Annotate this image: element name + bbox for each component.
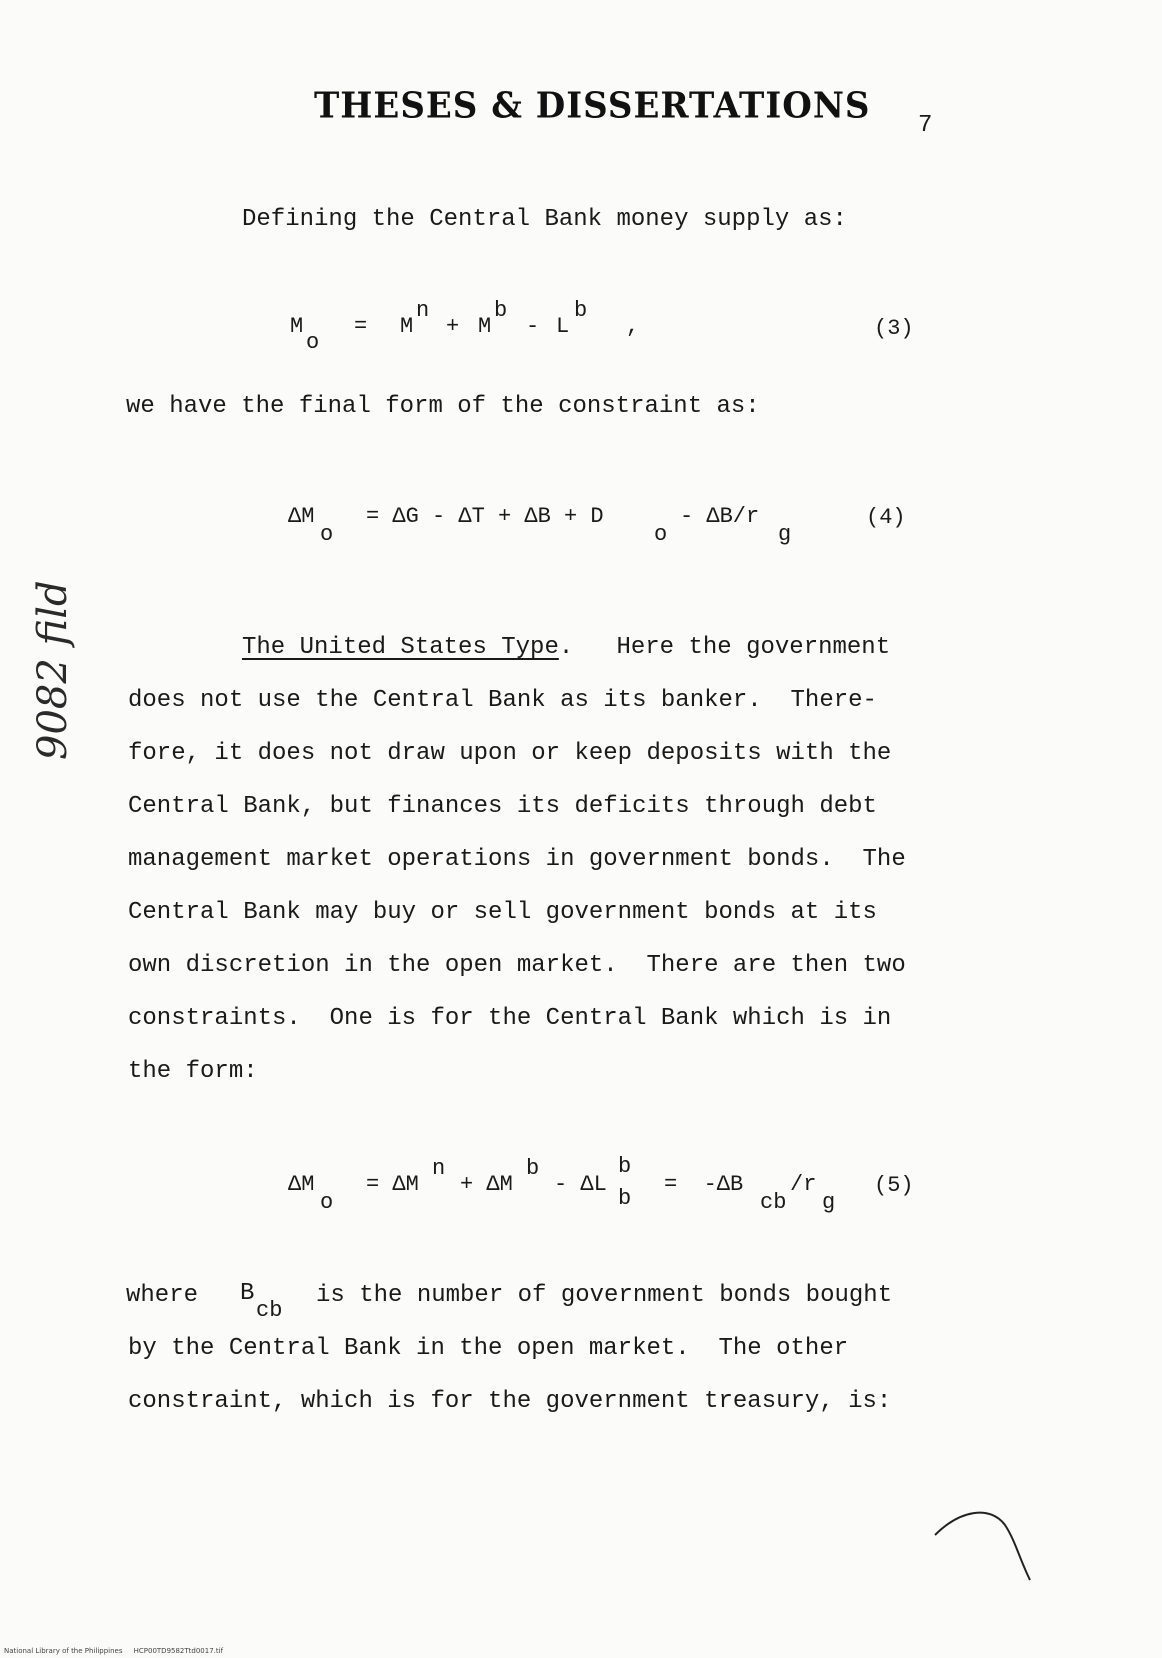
intro-text: Defining the Central Bank money supply as:: [242, 206, 847, 233]
us-line-8: the form:: [128, 1058, 258, 1085]
pen-scribble: [930, 1505, 1040, 1585]
us-type-heading: The United States Type: [242, 634, 559, 661]
eq5-p3: - ΔL: [554, 1172, 607, 1197]
us-heading-tail: . Here the government: [558, 634, 891, 661]
us-paragraph-first-line: [242, 634, 890, 661]
eq5-lhs-sub: o: [320, 1190, 334, 1215]
us-line-2: fore, it does not draw upon or keep deposits with the: [128, 740, 892, 767]
handwritten-margin-note: 9082 fild: [30, 580, 76, 760]
eq5-p5: /r: [790, 1172, 817, 1197]
eq4-lhs: ΔM: [288, 504, 315, 529]
where-line-1: by the Central Bank in the open market. The other: [128, 1335, 849, 1362]
eq3-n: n: [416, 298, 430, 323]
eq3-comma: ,: [626, 314, 640, 339]
eq4-lhs-sub: o: [320, 522, 334, 547]
page-number: 7: [918, 112, 933, 139]
us-line-3: Central Bank, but finances its deficits through debt: [128, 793, 877, 820]
eq3-Mn: M: [400, 314, 414, 339]
eq4-rhs2: - ΔB/r: [680, 504, 760, 529]
eq5-p3-sup: b: [618, 1154, 632, 1179]
eq3-minus: -: [526, 314, 540, 339]
eq5-p4: = -ΔB: [664, 1172, 744, 1197]
where-B-sub: cb: [256, 1298, 283, 1323]
eq3-L: L: [556, 314, 570, 339]
eq5-p1: = ΔM: [366, 1172, 419, 1197]
scan-footer: National Library of the Philippines HCP00TD9582Ttd0017.tif: [4, 1647, 224, 1655]
constraint-intro: we have the final form of the constraint as:: [126, 393, 760, 420]
where-B: B: [240, 1280, 255, 1307]
eq5-p1-sup: n: [432, 1156, 446, 1181]
eq3-M: M: [290, 314, 304, 339]
eq5-lhs: ΔM: [288, 1172, 315, 1197]
eq3-b: b: [494, 298, 508, 323]
us-line-7: constraints. One is for the Central Bank which is in: [128, 1005, 892, 1032]
eq4-rhs1: = ΔG - ΔT + ΔB + D: [366, 504, 604, 529]
eq3-eq: =: [354, 314, 368, 339]
us-line-5: Central Bank may buy or sell government bonds at its: [128, 899, 877, 926]
eq5-p4-sub: cb: [760, 1190, 787, 1215]
eq5-p2-sup: b: [526, 1156, 540, 1181]
eq3-plus: +: [446, 314, 460, 339]
eq5-number: (5): [874, 1173, 914, 1198]
us-line-1: does not use the Central Bank as its banker. There-: [128, 687, 877, 714]
eq3-Lb: b: [574, 298, 588, 323]
eq5-p2: + ΔM: [460, 1172, 513, 1197]
eq3-o: o: [306, 330, 320, 355]
eq5-p3-sub: b: [618, 1186, 632, 1211]
where-rest: is the number of government bonds bought: [316, 1282, 893, 1309]
us-line-6: own discretion in the open market. There are then two: [128, 952, 906, 979]
eq4-rhs2-sub: g: [778, 522, 792, 547]
where-line-2: constraint, which is for the government treasury, is:: [128, 1388, 892, 1415]
eq5-p5-sub: g: [822, 1190, 836, 1215]
where-word: where: [126, 1282, 199, 1309]
theses-stamp: THESES & DISSERTATIONS: [314, 85, 871, 127]
us-line-4: management market operations in government bonds. The: [128, 846, 906, 873]
eq4-rhs1-sub: o: [654, 522, 668, 547]
eq4-number: (4): [866, 505, 906, 530]
eq3-Mb: M: [478, 314, 492, 339]
eq3-number: (3): [874, 316, 914, 341]
